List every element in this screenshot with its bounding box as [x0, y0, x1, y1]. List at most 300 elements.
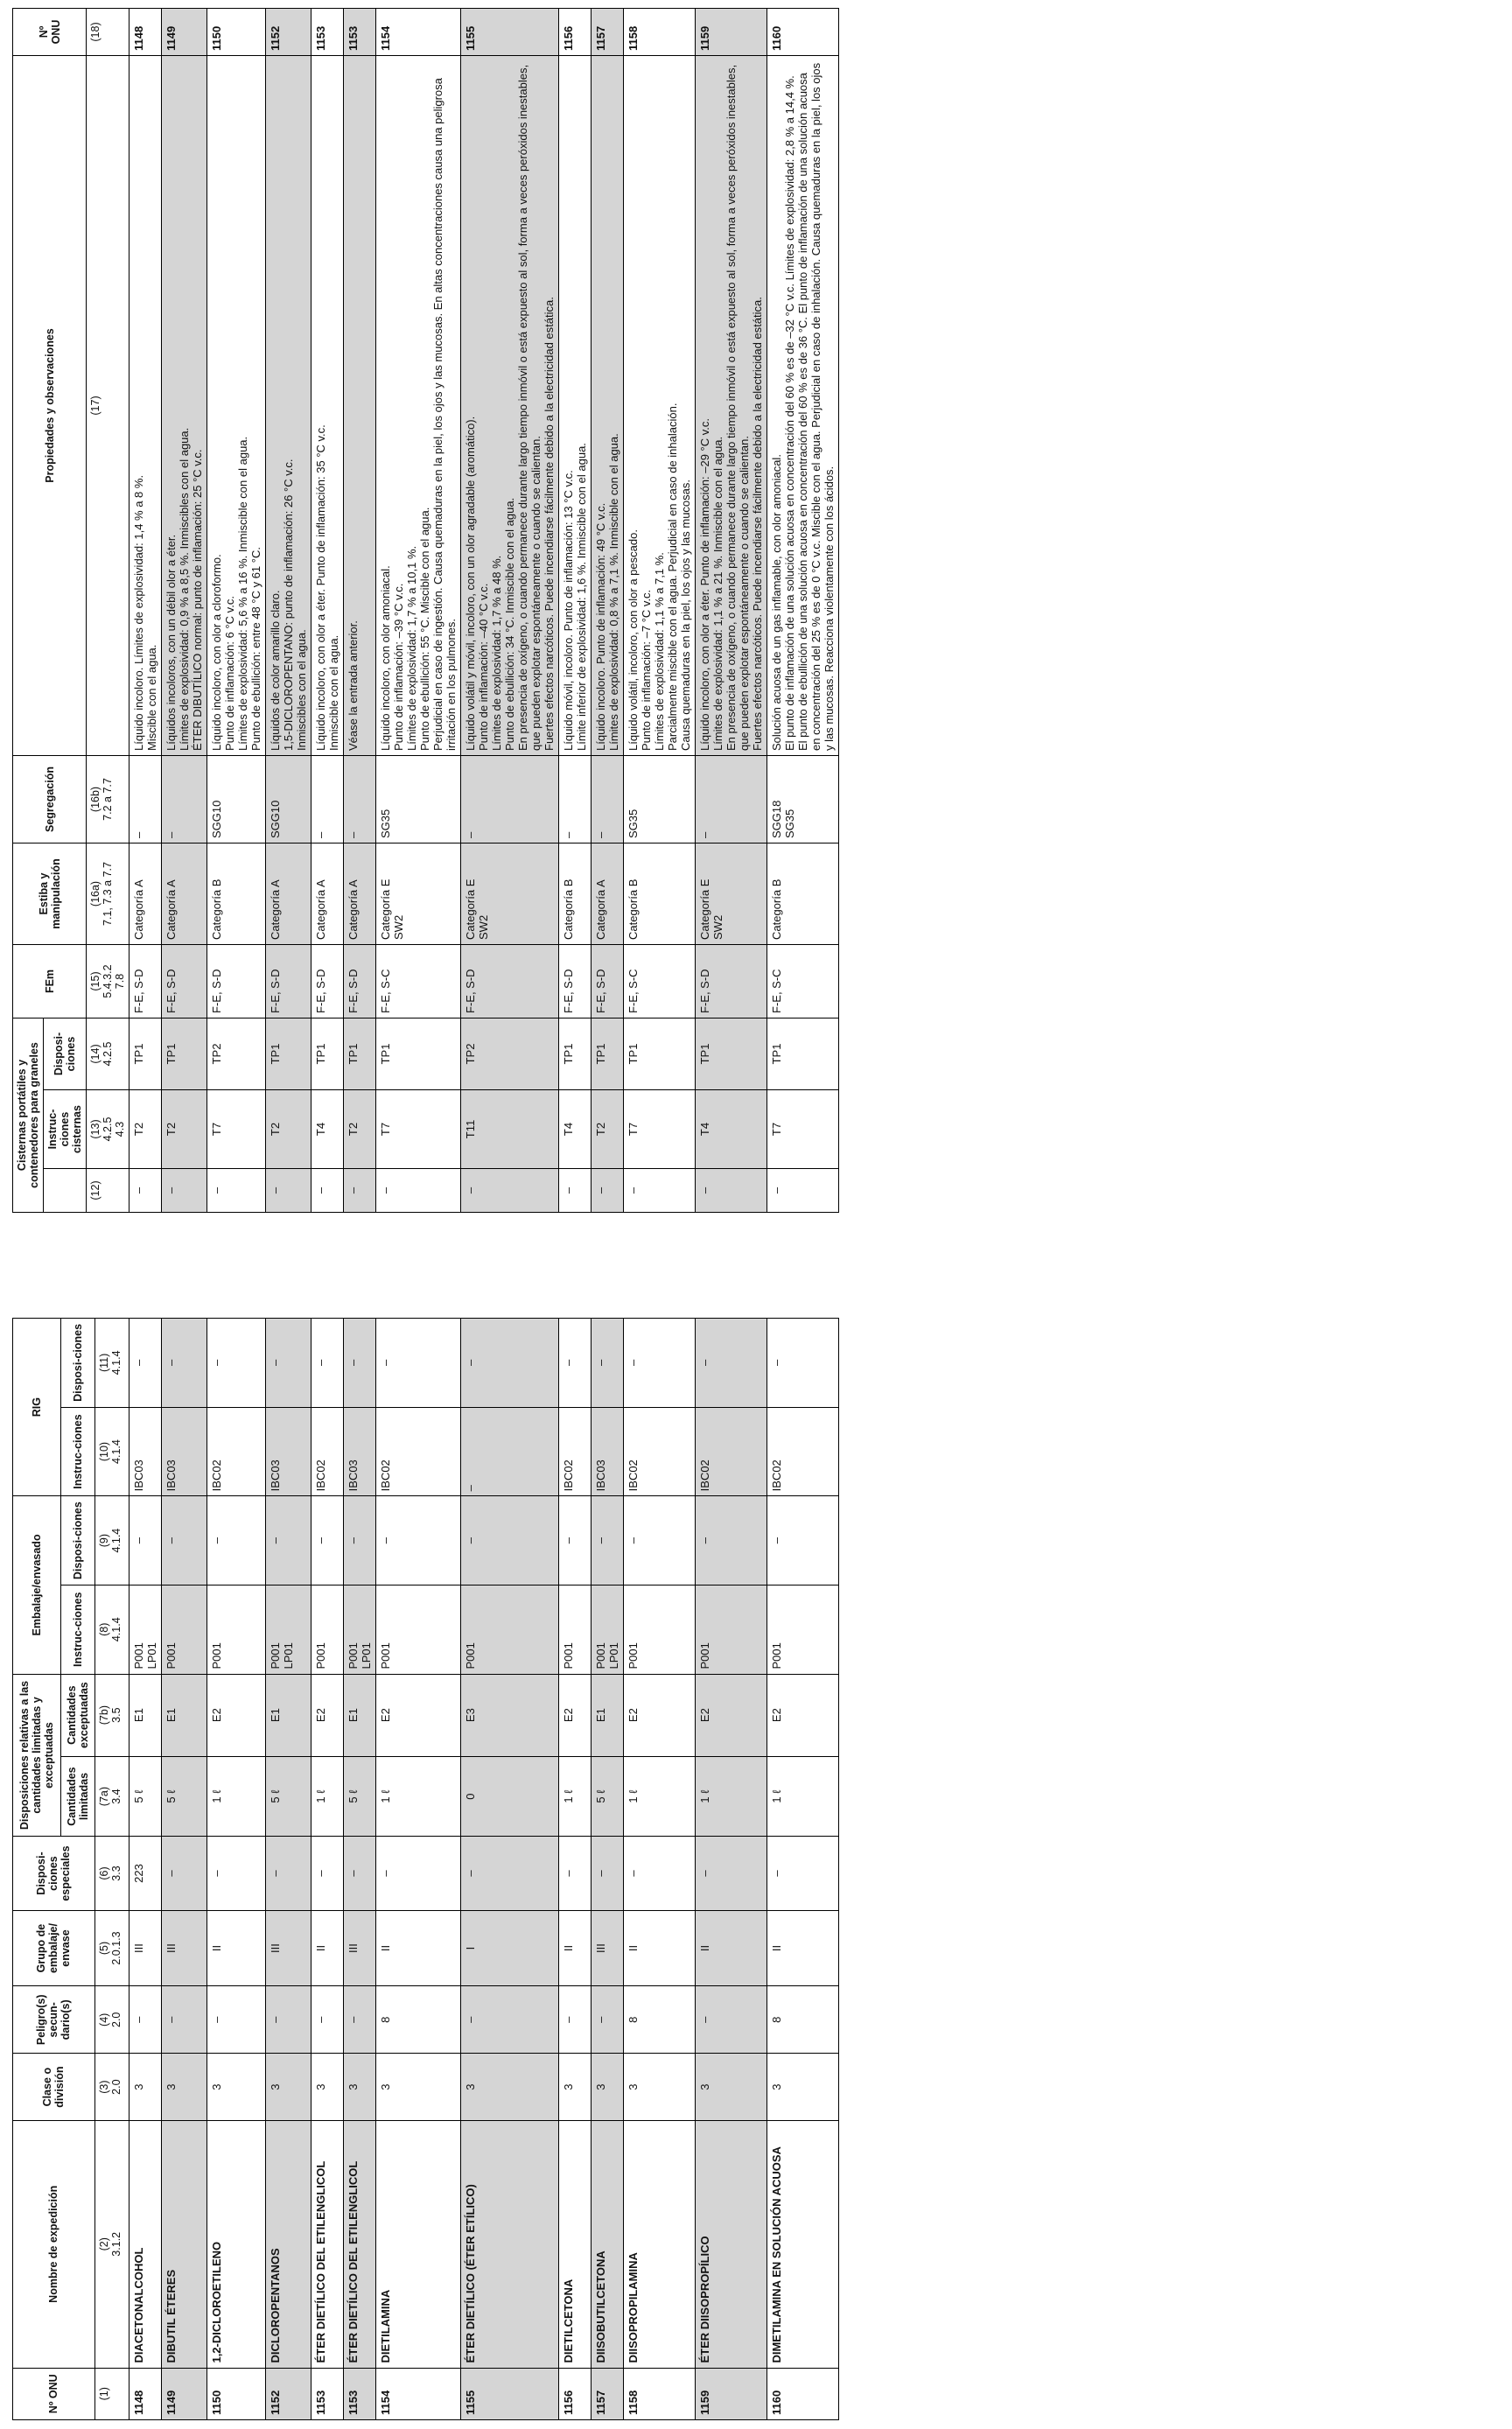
tank-instruction-cell: T11: [461, 1090, 559, 1169]
packing-group-cell: III: [592, 1910, 624, 1986]
packing-instruction-cell: P001: [312, 1585, 344, 1674]
column-code: (18): [87, 9, 130, 56]
excepted-qty-cell: E2: [312, 1674, 344, 1756]
ibc-instruction-cell: IBC02: [376, 1407, 461, 1496]
table-row: [207, 1319, 266, 2420]
class-cell: 3: [130, 2054, 162, 2121]
segregation-cell: SGG10: [207, 756, 266, 844]
column-12-cell: –: [162, 1169, 207, 1213]
tank-provision-cell: TP1: [312, 1018, 344, 1090]
tank-instruction-cell: T2: [344, 1090, 376, 1169]
packing-group-cell: III: [162, 1910, 207, 1986]
limited-qty-cell: 0: [461, 1756, 559, 1837]
packing-group-cell: III: [266, 1910, 312, 1986]
ems-cell: F-E, S-D: [266, 945, 312, 1018]
ems-cell: F-E, S-D: [312, 945, 344, 1018]
tank-instruction-cell: T4: [696, 1090, 767, 1169]
segregation-cell: SG35: [376, 756, 461, 844]
packing-group-cell: II: [207, 1910, 266, 1986]
class-cell: 3: [592, 2054, 624, 2121]
table-row: [266, 1319, 312, 2420]
limited-qty-cell: 1 ℓ: [624, 1756, 696, 1837]
header-packing-instructions: Instruc-ciones: [60, 1585, 94, 1674]
table-row: [130, 9, 162, 1213]
column-code: (16a) 7.1, 7.3 a 7.7: [87, 844, 130, 945]
column-12-cell: –: [376, 1169, 461, 1213]
segregation-cell: –: [592, 756, 624, 844]
sub-risk-cell: –: [696, 1986, 767, 2054]
ems-cell: F-E, S-D: [696, 945, 767, 1018]
sub-risk-cell: –: [130, 1986, 162, 2054]
ems-cell: F-E, S-C: [624, 945, 696, 1018]
packing-instruction-cell: P001: [376, 1585, 461, 1674]
header-class: Clase o división: [13, 2054, 95, 2121]
un-cell-right: 1160: [767, 9, 839, 56]
ems-cell: F-E, S-D: [207, 945, 266, 1018]
ibc-instruction-cell: IBC02: [312, 1407, 344, 1496]
shipping-name-cell: DICLOROPENTANOS: [266, 2121, 312, 2369]
segregation-cell: –: [162, 756, 207, 844]
un-cell-right: 1149: [162, 9, 207, 56]
class-cell: 3: [461, 2054, 559, 2121]
class-cell: 3: [162, 2054, 207, 2121]
stowage-cell: Categoría B: [207, 844, 266, 945]
special-provision-cell: –: [266, 1837, 312, 1910]
properties-cell: Líquidos incoloros, con un débil olor a éter. Límites de explosividad: 0,9 % a 8,5 %. Inmiscibles con el agua. ÉTER DIBUTÍLICO normal: punto de inflamación: 25 °C v.c.: [162, 56, 207, 756]
header-limited-qty: Cantidades limitadas: [60, 1756, 94, 1837]
tank-provision-cell: TP2: [207, 1018, 266, 1090]
packing-instruction-cell: P001: [162, 1585, 207, 1674]
shipping-name-cell: ÉTER DIISOPROPÍLICO: [696, 2121, 767, 2369]
table-row: [376, 1319, 461, 2420]
table-row: [559, 1319, 592, 2420]
ems-cell: F-E, S-D: [344, 945, 376, 1018]
special-provision-cell: –: [162, 1837, 207, 1910]
table-row: [592, 9, 624, 1213]
excepted-qty-cell: E2: [624, 1674, 696, 1756]
sub-risk-cell: –: [344, 1986, 376, 2054]
class-cell: 3: [266, 2054, 312, 2121]
stowage-cell: Categoría A: [344, 844, 376, 945]
header-ibc: RIG: [13, 1319, 61, 1496]
header-stowage: Estiba y manipulación: [13, 844, 87, 945]
class-cell: 3: [559, 2054, 592, 2121]
segregation-cell: –: [130, 756, 162, 844]
properties-cell: Líquido volátil y móvil, incoloro, con un olor agradable (aromático). Punto de inflamación: –40 °C v.c. Límites de explosividad: 1,7 % a 48 %. Punto de ebullición: 34 °C. Inmiscible con el agua. En presencia de oxígeno, o cuando permanece durante largo tiempo inmóvil o está expuesto al sol, forma a veces peróxidos inestables, que pueden explotar espontáneamente o cuando se calientan. Fuertes efectos narcóticos. Puede incendiarse fácilmente debido a la electricidad estática.: [461, 56, 559, 756]
table-row: [312, 1319, 344, 2420]
shipping-name-cell: DIBUTIL ÉTERES: [162, 2121, 207, 2369]
stowage-cell: Categoría A: [162, 844, 207, 945]
un-cell: 1152: [266, 2368, 312, 2419]
table-row: [624, 1319, 696, 2420]
packing-provision-cell: –: [559, 1496, 592, 1586]
ems-cell: F-E, S-C: [767, 945, 839, 1018]
header-un-no: Nº ONU: [13, 2368, 95, 2419]
excepted-qty-cell: E1: [266, 1674, 312, 1756]
tank-provision-cell: TP2: [461, 1018, 559, 1090]
un-cell-right: 1148: [130, 9, 162, 56]
ems-cell: F-E, S-D: [592, 945, 624, 1018]
un-cell-right: 1153: [344, 9, 376, 56]
right-table-body: [130, 9, 839, 1213]
packing-provision-cell: –: [344, 1496, 376, 1586]
limited-qty-cell: 5 ℓ: [344, 1756, 376, 1837]
packing-group-cell: II: [312, 1910, 344, 1986]
class-cell: 3: [376, 2054, 461, 2121]
shipping-name-cell: DIACETONALCOHOL: [130, 2121, 162, 2369]
segregation-cell: –: [559, 756, 592, 844]
tank-instruction-cell: T2: [266, 1090, 312, 1169]
sub-risk-cell: –: [461, 1986, 559, 2054]
class-cell: 3: [312, 2054, 344, 2121]
header-segregation: Segregación: [13, 756, 87, 844]
header-sub-risk: Peligro(s) secun-dario(s): [13, 1986, 95, 2054]
column-12-cell: –: [130, 1169, 162, 1213]
table-row: [162, 9, 207, 1213]
limited-qty-cell: 1 ℓ: [559, 1756, 592, 1837]
special-provision-cell: –: [696, 1837, 767, 1910]
tank-provision-cell: TP1: [162, 1018, 207, 1090]
un-cell: 1150: [207, 2368, 266, 2419]
packing-instruction-cell: P001 LP01: [266, 1585, 312, 1674]
table-row: [312, 9, 344, 1213]
sub-risk-cell: –: [312, 1986, 344, 2054]
sub-risk-cell: –: [592, 1986, 624, 2054]
packing-instruction-cell: P001: [624, 1585, 696, 1674]
packing-group-cell: II: [696, 1910, 767, 1986]
packing-provision-cell: –: [461, 1496, 559, 1586]
tank-instruction-cell: T2: [162, 1090, 207, 1169]
special-provision-cell: –: [376, 1837, 461, 1910]
column-12-cell: –: [344, 1169, 376, 1213]
table-row: [767, 9, 839, 1213]
packing-provision-cell: –: [767, 1496, 839, 1586]
header-excepted-qty: Cantidades exceptuadas: [60, 1674, 94, 1756]
shipping-name-cell: DIETILCETONA: [559, 2121, 592, 2369]
excepted-qty-cell: E1: [344, 1674, 376, 1756]
class-cell: 3: [207, 2054, 266, 2121]
un-cell-right: 1157: [592, 9, 624, 56]
tank-instruction-cell: T2: [130, 1090, 162, 1169]
sub-risk-cell: –: [207, 1986, 266, 2054]
un-cell: 1149: [162, 2368, 207, 2419]
segregation-cell: SG35: [624, 756, 696, 844]
column-code: (14) 4.2.5: [87, 1018, 130, 1090]
column-12-cell: –: [559, 1169, 592, 1213]
column-code: (7a) 3.4: [94, 1756, 129, 1837]
special-provision-cell: –: [592, 1837, 624, 1910]
limited-qty-cell: 1 ℓ: [312, 1756, 344, 1837]
sub-risk-cell: –: [559, 1986, 592, 2054]
tank-provision-cell: TP1: [624, 1018, 696, 1090]
ibc-instruction-cell: IBC02: [624, 1407, 696, 1496]
special-provision-cell: –: [767, 1837, 839, 1910]
ibc-instruction-cell: IBC02: [696, 1407, 767, 1496]
table-row: [266, 9, 312, 1213]
excepted-qty-cell: E2: [767, 1674, 839, 1756]
packing-provision-cell: –: [207, 1496, 266, 1586]
header-ibc-provisions: Disposi-ciones: [60, 1319, 94, 1408]
table-row: [130, 1319, 162, 2420]
un-cell-right: 1152: [266, 9, 312, 56]
table-row: [624, 9, 696, 1213]
un-cell-right: 1154: [376, 9, 461, 56]
packing-provision-cell: –: [312, 1496, 344, 1586]
shipping-name-cell: ÉTER DIETÍLICO (ÉTER ETÍLICO): [461, 2121, 559, 2369]
limited-qty-cell: 5 ℓ: [130, 1756, 162, 1837]
un-cell: 1160: [767, 2368, 839, 2419]
packing-instruction-cell: P001 LP01: [130, 1585, 162, 1674]
packing-instruction-cell: P001: [559, 1585, 592, 1674]
packing-provision-cell: –: [592, 1496, 624, 1586]
header-tanks: Cisternas portátiles y contenedores para graneles: [13, 1018, 44, 1213]
table-row: [696, 9, 767, 1213]
header-un-no-right: Nº ONU: [13, 9, 87, 56]
table-row: [559, 9, 592, 1213]
properties-cell: Véase la entrada anterior.: [344, 56, 376, 756]
stowage-cell: Categoría B: [624, 844, 696, 945]
special-provision-cell: –: [624, 1837, 696, 1910]
column-code: (3) 2.0: [94, 2054, 129, 2121]
packing-provision-cell: –: [130, 1496, 162, 1586]
table-row: [344, 1319, 376, 2420]
excepted-qty-cell: E1: [592, 1674, 624, 1756]
un-cell: 1159: [696, 2368, 767, 2419]
column-code: (12): [87, 1169, 130, 1213]
packing-group-cell: III: [344, 1910, 376, 1986]
class-cell: 3: [624, 2054, 696, 2121]
excepted-qty-cell: E2: [207, 1674, 266, 1756]
header-tank-instructions: Instruc-ciones cisternas: [44, 1090, 87, 1169]
column-code: (10) 4.1.4: [94, 1407, 129, 1496]
column-12-cell: –: [767, 1169, 839, 1213]
ibc-instruction-cell: IBC03: [162, 1407, 207, 1496]
limited-qty-cell: 5 ℓ: [162, 1756, 207, 1837]
stowage-cell: Categoría E SW2: [696, 844, 767, 945]
column-code: (4) 2.0: [94, 1986, 129, 2054]
header-ibc-instructions: Instruc-ciones: [60, 1407, 94, 1496]
header-packing-provisions: Disposi-ciones: [60, 1496, 94, 1586]
column-code: (1): [94, 2368, 129, 2419]
left-page: [12, 1318, 1500, 2420]
packing-group-cell: III: [130, 1910, 162, 1986]
ems-cell: F-E, S-D: [559, 945, 592, 1018]
excepted-qty-cell: E1: [130, 1674, 162, 1756]
tank-instruction-cell: T7: [376, 1090, 461, 1169]
ibc-instruction-cell: IBC02: [559, 1407, 592, 1496]
sub-risk-cell: 8: [767, 1986, 839, 2054]
un-cell: 1154: [376, 2368, 461, 2419]
column-code: (17): [87, 56, 130, 756]
excepted-qty-cell: E2: [559, 1674, 592, 1756]
shipping-name-cell: ÉTER DIETÍLICO DEL ETILENGLICOL: [344, 2121, 376, 2369]
right-table: [12, 8, 839, 1213]
tank-provision-cell: TP1: [559, 1018, 592, 1090]
table-row: [592, 1319, 624, 2420]
ibc-provision-cell: –: [767, 1319, 839, 1408]
tank-instruction-cell: T2: [592, 1090, 624, 1169]
ibc-provision-cell: –: [312, 1319, 344, 1408]
ems-cell: F-E, S-D: [162, 945, 207, 1018]
special-provision-cell: –: [207, 1837, 266, 1910]
header-special-provisions: Disposi-ciones especiales: [13, 1837, 95, 1910]
properties-cell: Solución acuosa de un gas inflamable, con olor amoniacal. El punto de inflamación de una solución acuosa en concentración del 60 % es de –32 °C v.c. Límites de explosividad: 2,8 % a 14,4 %. El punto de ebullición de una solución acuosa en concentración del 60 % es de 36 °C. El punto de inflamación de una solución acuosa en concentración del 25 % es de 0 °C v.c. Miscible con el agua. Perjudicial en caso de inhalación. Causa quemaduras en la piel, los ojos y las mucosas. Reacciona violentamente con los ácidos.: [767, 56, 839, 756]
limited-qty-cell: 1 ℓ: [696, 1756, 767, 1837]
table-row: [207, 9, 266, 1213]
properties-cell: Líquidos de color amarillo claro. 1,5-DICLOROPENTANO: punto de inflamación: 26 °C v.c. Inmiscibles con el agua.: [266, 56, 312, 756]
stowage-cell: Categoría A: [312, 844, 344, 945]
limited-qty-cell: 5 ℓ: [266, 1756, 312, 1837]
table-row: [461, 9, 559, 1213]
properties-cell: Líquido incoloro, con olor a cloroformo. Punto de inflamación: 6 °C v.c. Límites de explosividad: 5,6 % a 16 %. Inmiscible con el agua. Punto de ebullición: entre 48 °C y 61 °C.: [207, 56, 266, 756]
tank-instruction-cell: T7: [624, 1090, 696, 1169]
packing-group-cell: II: [624, 1910, 696, 1986]
un-cell: 1156: [559, 2368, 592, 2419]
special-provision-cell: –: [461, 1837, 559, 1910]
stowage-cell: Categoría B: [559, 844, 592, 945]
column-12-cell: –: [624, 1169, 696, 1213]
un-cell-right: 1155: [461, 9, 559, 56]
table-row: [344, 9, 376, 1213]
properties-cell: Líquido volátil, incoloro, con olor a pescado. Punto de inflamación: –7 °C v.c. Límites de explosividad: 1,1 % a 7,1 %. Parcialmente miscible con el agua. Perjudicial en caso de inhalación. Causa quemaduras en la piel, los ojos y las mucosas.: [624, 56, 696, 756]
column-12-cell: –: [207, 1169, 266, 1213]
stowage-cell: Categoría A: [266, 844, 312, 945]
column-code: (7b) 3.5: [94, 1674, 129, 1756]
segregation-cell: SGG10: [266, 756, 312, 844]
ibc-provision-cell: –: [130, 1319, 162, 1408]
column-code: (11) 4.1.4: [94, 1319, 129, 1408]
ibc-provision-cell: –: [696, 1319, 767, 1408]
stowage-cell: Categoría A: [130, 844, 162, 945]
excepted-qty-cell: E2: [696, 1674, 767, 1756]
un-cell-right: 1153: [312, 9, 344, 56]
un-cell: 1148: [130, 2368, 162, 2419]
table-row: [767, 1319, 839, 2420]
properties-cell: Líquido incoloro, con olor amoniacal. Punto de inflamación: –39 °C v.c. Límites de explosividad: 1,7 % a 10,1 %. Punto de ebullición: 55 °C. Miscible con el agua. Perjudicial en caso de ingestión. Causa quemaduras en la piel, los ojos y las mucosas. En altas concentraciones causa una peligrosa irritación en los pulmones.: [376, 56, 461, 756]
packing-instruction-cell: P001 LP01: [344, 1585, 376, 1674]
class-cell: 3: [344, 2054, 376, 2121]
header-packing: Embalaje/envasado: [13, 1496, 61, 1674]
right-column-codes: [87, 9, 130, 1213]
shipping-name-cell: DIISOBUTILCETONA: [592, 2121, 624, 2369]
un-cell: 1155: [461, 2368, 559, 2419]
tank-provision-cell: TP1: [592, 1018, 624, 1090]
packing-provision-cell: –: [162, 1496, 207, 1586]
segregation-cell: SGG18 SG35: [767, 756, 839, 844]
limited-qty-cell: 1 ℓ: [376, 1756, 461, 1837]
left-table: [12, 1318, 839, 2420]
ems-cell: F-E, S-D: [130, 945, 162, 1018]
packing-provision-cell: –: [376, 1496, 461, 1586]
column-code: (6) 3.3: [94, 1837, 129, 1910]
ems-cell: F-E, S-C: [376, 945, 461, 1018]
segregation-cell: –: [312, 756, 344, 844]
ibc-instruction-cell: –: [461, 1407, 559, 1496]
packing-instruction-cell: P001: [696, 1585, 767, 1674]
ems-cell: F-E, S-D: [461, 945, 559, 1018]
un-cell: 1157: [592, 2368, 624, 2419]
properties-cell: Líquido incoloro, con olor a éter. Punto de inflamación: 35 °C v.c. Inmiscible con el agua.: [312, 56, 344, 756]
segregation-cell: –: [344, 756, 376, 844]
un-cell: 1153: [312, 2368, 344, 2419]
header-ems: FEm: [13, 945, 87, 1018]
un-cell-right: 1156: [559, 9, 592, 56]
sub-risk-cell: –: [162, 1986, 207, 2054]
right-page: [12, 9, 1500, 1213]
packing-group-cell: II: [376, 1910, 461, 1986]
stowage-cell: Categoría E SW2: [376, 844, 461, 945]
special-provision-cell: 223: [130, 1837, 162, 1910]
column-12-cell: –: [592, 1169, 624, 1213]
header-shipping-name: Nombre de expedición: [13, 2121, 95, 2369]
tank-provision-cell: TP1: [767, 1018, 839, 1090]
ibc-provision-cell: –: [559, 1319, 592, 1408]
special-provision-cell: –: [559, 1837, 592, 1910]
packing-instruction-cell: P001 LP01: [592, 1585, 624, 1674]
limited-qty-cell: 1 ℓ: [207, 1756, 266, 1837]
ibc-provision-cell: –: [461, 1319, 559, 1408]
ibc-instruction-cell: IBC02: [207, 1407, 266, 1496]
ibc-instruction-cell: IBC02: [767, 1407, 839, 1496]
ibc-instruction-cell: IBC03: [130, 1407, 162, 1496]
column-code: (16b) 7.2 a 7.7: [87, 756, 130, 844]
packing-provision-cell: –: [266, 1496, 312, 1586]
packing-group-cell: II: [767, 1910, 839, 1986]
table-row: [376, 9, 461, 1213]
table-row: [696, 1319, 767, 2420]
header-packing-group: Grupo de embalaje/ envase: [13, 1910, 95, 1986]
header-properties: Propiedades y observaciones: [13, 56, 87, 756]
tank-provision-cell: TP1: [344, 1018, 376, 1090]
column-12-cell: –: [696, 1169, 767, 1213]
sub-risk-cell: 8: [624, 1986, 696, 2054]
column-code: (13) 4.2.5 4.3: [87, 1090, 130, 1169]
ibc-provision-cell: –: [624, 1319, 696, 1408]
header-blank-12: [44, 1169, 87, 1213]
tank-provision-cell: TP1: [266, 1018, 312, 1090]
ibc-provision-cell: –: [266, 1319, 312, 1408]
column-12-cell: –: [312, 1169, 344, 1213]
packing-instruction-cell: P001: [207, 1585, 266, 1674]
properties-cell: Líquido incoloro, con olor a éter. Punto de inflamación: –29 °C v.c. Límites de explosividad: 1,1 % a 21 %. Inmiscible con el agua. En presencia de oxígeno, o cuando permanece durante largo tiempo inmóvil o está expuesto al sol, forma a veces peróxidos inestables, que pueden explotar espontáneamente o cuando se calientan. Fuertes efectos narcóticos. Puede incendiarse fácilmente debido a la electricidad estática.: [696, 56, 767, 756]
shipping-name-cell: DIETILAMINA: [376, 2121, 461, 2369]
packing-group-cell: II: [559, 1910, 592, 1986]
ibc-instruction-cell: IBC03: [592, 1407, 624, 1496]
un-cell-right: 1158: [624, 9, 696, 56]
ibc-provision-cell: –: [344, 1319, 376, 1408]
column-code: (8) 4.1.4: [94, 1585, 129, 1674]
sub-risk-cell: –: [266, 1986, 312, 2054]
column-code: (9) 4.1.4: [94, 1496, 129, 1586]
packing-instruction-cell: P001: [767, 1585, 839, 1674]
special-provision-cell: –: [312, 1837, 344, 1910]
shipping-name-cell: 1,2-DICLOROETILENO: [207, 2121, 266, 2369]
properties-cell: Líquido móvil, incoloro. Punto de inflamación: 13 °C v.c. Límite inferior de explosividad: 1,6 %. Inmiscible con el agua.: [559, 56, 592, 756]
column-code: (2) 3.1.2: [94, 2121, 129, 2369]
ibc-provision-cell: –: [207, 1319, 266, 1408]
stowage-cell: Categoría E SW2: [461, 844, 559, 945]
packing-provision-cell: –: [624, 1496, 696, 1586]
sub-risk-cell: 8: [376, 1986, 461, 2054]
shipping-name-cell: ÉTER DIETÍLICO DEL ETILENGLICOL: [312, 2121, 344, 2369]
segregation-cell: –: [461, 756, 559, 844]
ibc-instruction-cell: IBC03: [344, 1407, 376, 1496]
segregation-cell: –: [696, 756, 767, 844]
column-code: (15) 5.4.3.2 7.8: [87, 945, 130, 1018]
column-12-cell: –: [461, 1169, 559, 1213]
class-cell: 3: [696, 2054, 767, 2121]
column-12-cell: –: [266, 1169, 312, 1213]
